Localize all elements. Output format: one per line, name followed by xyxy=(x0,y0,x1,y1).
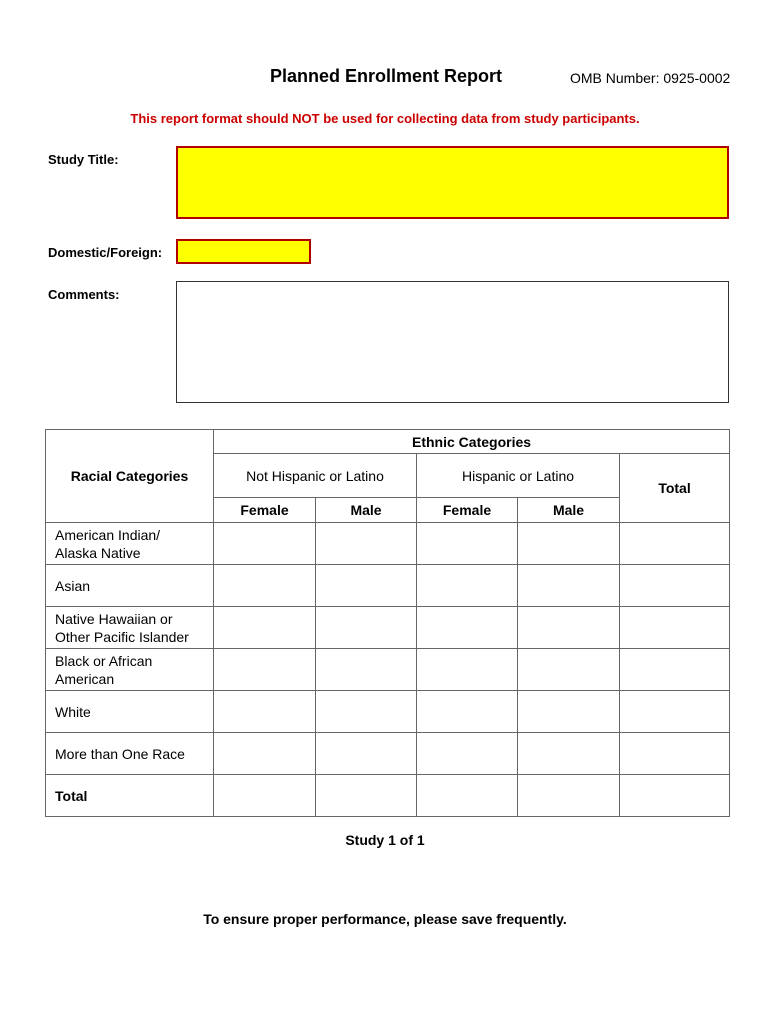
enrollment-input[interactable] xyxy=(518,523,619,564)
hispanic-female-header: Female xyxy=(417,498,518,523)
enrollment-input[interactable] xyxy=(620,565,729,606)
enrollment-input[interactable] xyxy=(417,691,517,732)
enrollment-input[interactable] xyxy=(316,733,416,774)
enrollment-input[interactable] xyxy=(417,775,517,816)
enrollment-input[interactable] xyxy=(417,523,517,564)
table-row xyxy=(46,775,730,817)
enrollment-input[interactable] xyxy=(214,733,315,774)
not-hispanic-female-header: Female xyxy=(214,498,316,523)
enrollment-input[interactable] xyxy=(214,775,315,816)
domestic-foreign-label: Domestic/Foreign: xyxy=(48,245,163,260)
table-row xyxy=(46,523,730,565)
enrollment-cell xyxy=(620,691,730,733)
save-note: To ensure proper performance, please save frequently. xyxy=(203,911,567,927)
enrollment-input[interactable] xyxy=(316,691,416,732)
enrollment-input[interactable] xyxy=(417,565,517,606)
enrollment-input[interactable] xyxy=(417,733,517,774)
enrollment-input[interactable] xyxy=(620,523,729,564)
enrollment-cell xyxy=(620,565,730,607)
enrollment-cell xyxy=(620,733,730,775)
study-title-label: Study Title: xyxy=(48,152,119,167)
omb-number: OMB Number: 0925-0002 xyxy=(570,70,731,86)
hispanic-male-header: Male xyxy=(518,498,620,523)
study-title-field[interactable] xyxy=(176,146,729,219)
enrollment-cell xyxy=(620,649,730,691)
enrollment-cell xyxy=(316,523,417,565)
table-row xyxy=(46,649,730,691)
enrollment-cell xyxy=(417,565,518,607)
row-label: American Indian/ Alaska Native xyxy=(46,523,214,565)
enrollment-input[interactable] xyxy=(316,523,416,564)
enrollment-input[interactable] xyxy=(620,607,729,648)
enrollment-cell xyxy=(620,523,730,565)
enrollment-cell xyxy=(518,691,620,733)
enrollment-table xyxy=(45,429,730,817)
enrollment-cell xyxy=(518,523,620,565)
enrollment-input[interactable] xyxy=(620,775,729,816)
enrollment-input[interactable] xyxy=(316,649,416,690)
enrollment-cell xyxy=(620,607,730,649)
enrollment-cell xyxy=(518,733,620,775)
enrollment-cell xyxy=(214,523,316,565)
not-hispanic-male-header: Male xyxy=(316,498,417,523)
enrollment-cell xyxy=(214,649,316,691)
enrollment-cell xyxy=(417,691,518,733)
enrollment-cell xyxy=(316,733,417,775)
enrollment-cell xyxy=(417,775,518,817)
enrollment-input[interactable] xyxy=(214,691,315,732)
not-hispanic-header: Not Hispanic or Latino xyxy=(214,454,417,498)
enrollment-cell xyxy=(518,565,620,607)
row-label: White xyxy=(46,691,214,733)
enrollment-input[interactable] xyxy=(316,775,416,816)
enrollment-input[interactable] xyxy=(316,565,416,606)
enrollment-cell xyxy=(417,649,518,691)
row-label: More than One Race xyxy=(46,733,214,775)
enrollment-cell xyxy=(417,733,518,775)
table-row xyxy=(46,733,730,775)
enrollment-input[interactable] xyxy=(417,649,517,690)
enrollment-input[interactable] xyxy=(518,607,619,648)
enrollment-cell xyxy=(214,775,316,817)
enrollment-cell xyxy=(316,775,417,817)
hispanic-header: Hispanic or Latino xyxy=(417,454,620,498)
enrollment-input[interactable] xyxy=(620,649,729,690)
enrollment-input[interactable] xyxy=(316,607,416,648)
ethnic-categories-header: Ethnic Categories xyxy=(214,430,730,454)
enrollment-input[interactable] xyxy=(518,649,619,690)
enrollment-cell xyxy=(620,775,730,817)
enrollment-cell xyxy=(316,691,417,733)
enrollment-cell xyxy=(214,691,316,733)
enrollment-input[interactable] xyxy=(518,775,619,816)
table-row xyxy=(46,607,730,649)
enrollment-input[interactable] xyxy=(214,649,315,690)
enrollment-input[interactable] xyxy=(620,691,729,732)
study-count: Study 1 of 1 xyxy=(345,832,425,848)
enrollment-cell xyxy=(316,607,417,649)
enrollment-input[interactable] xyxy=(620,733,729,774)
comments-label: Comments: xyxy=(48,287,120,302)
warning-text: This report format should NOT be used for collecting data from study participants. xyxy=(130,111,640,126)
total-column-header: Total xyxy=(620,454,730,523)
enrollment-input[interactable] xyxy=(518,691,619,732)
enrollment-cell xyxy=(518,607,620,649)
enrollment-cell xyxy=(417,607,518,649)
enrollment-input[interactable] xyxy=(518,733,619,774)
enrollment-cell xyxy=(417,523,518,565)
enrollment-cell xyxy=(518,775,620,817)
enrollment-cell xyxy=(214,607,316,649)
domestic-foreign-field[interactable] xyxy=(176,239,311,264)
table-row xyxy=(46,691,730,733)
enrollment-input[interactable] xyxy=(417,607,517,648)
row-label: Total xyxy=(46,775,214,817)
enrollment-input[interactable] xyxy=(518,565,619,606)
enrollment-input[interactable] xyxy=(214,523,315,564)
enrollment-cell xyxy=(214,565,316,607)
enrollment-cell xyxy=(518,649,620,691)
enrollment-cell xyxy=(316,565,417,607)
table-row xyxy=(46,565,730,607)
report-title: Planned Enrollment Report xyxy=(270,66,503,86)
row-label: Native Hawaiian or Other Pacific Islander xyxy=(46,607,214,649)
row-label: Black or African American xyxy=(46,649,214,691)
enrollment-input[interactable] xyxy=(214,607,315,648)
enrollment-cell xyxy=(214,733,316,775)
racial-categories-header: Racial Categories xyxy=(46,430,214,523)
comments-field[interactable] xyxy=(176,281,729,403)
enrollment-cell xyxy=(316,649,417,691)
enrollment-input[interactable] xyxy=(214,565,315,606)
row-label: Asian xyxy=(46,565,214,607)
